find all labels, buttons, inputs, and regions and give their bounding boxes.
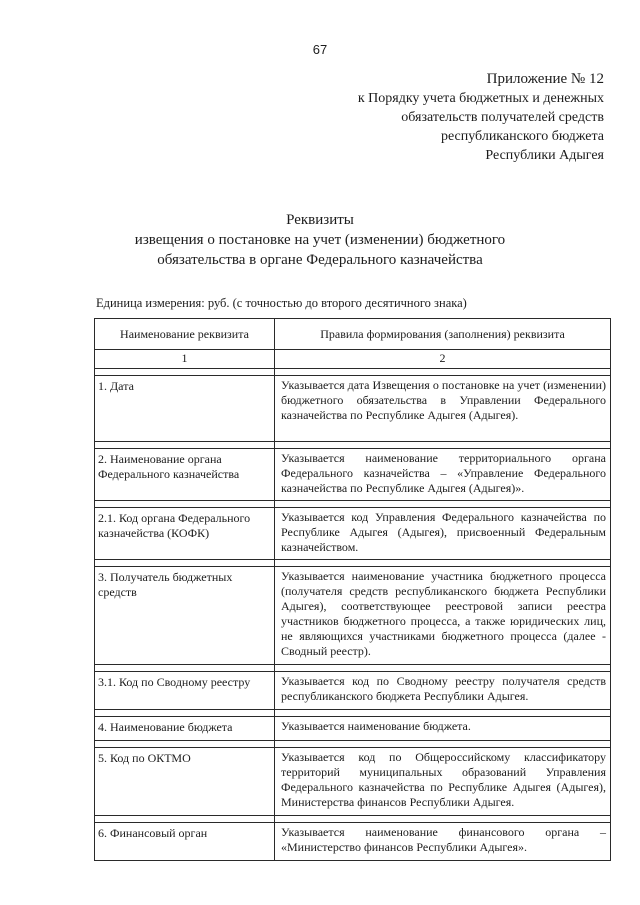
table-header-row: [95, 319, 611, 350]
document-title-line: Реквизиты: [286, 212, 354, 228]
requisite-rule: Указывается наименование участника бюджетного процесса (получателя средств республиканского бюджета Республики Адыгея), соответствующее реестровой записи реестра участников бюджетного процесса, а также юридических лиц, не являющихся участниками бюджетного процесса (далее - Сводный реестр).: [275, 567, 611, 665]
appendix-line: республиканского бюджета: [440, 129, 604, 144]
table-row: [95, 823, 611, 861]
requisite-rule: Указывается дата Извещения о постановке на учет (изменении) бюджетного обязательства в Управлении Федерального казначейства по Республике Адыгея (Адыгея).: [275, 376, 611, 442]
requisite-name: 1. Дата: [95, 376, 275, 442]
table-row: [95, 748, 611, 816]
requisite-name: 3. Получатель бюджетных средств: [95, 567, 275, 665]
requisites-table: [94, 318, 611, 861]
column-number: 1: [95, 350, 275, 369]
table-spacer: [95, 665, 611, 672]
table-spacer: [95, 501, 611, 508]
table-row: [95, 672, 611, 710]
requisite-rule: Указывается код по Сводному реестру получателя средств республиканского бюджета Республики Адыгея.: [275, 672, 611, 710]
table-spacer: [95, 442, 611, 449]
requisite-name: 4. Наименование бюджета: [95, 717, 275, 741]
column-header: Правила формирования (заполнения) реквизита: [275, 319, 611, 350]
requisite-rule: Указывается наименование территориального органа Федерального казначейства – «Управление Федерального казначейства по Республике Адыгея (Адыгея)».: [275, 449, 611, 501]
document-title-line: обязательства в органе Федерального казначейства: [157, 252, 483, 268]
table-spacer: [95, 710, 611, 717]
column-number: 2: [275, 350, 611, 369]
appendix-title: Приложение № 12: [486, 71, 604, 87]
table-spacer: [95, 560, 611, 567]
table-spacer: [95, 741, 611, 748]
requisite-name: 6. Финансовый орган: [95, 823, 275, 861]
table-row: [95, 717, 611, 741]
column-header: Наименование реквизита: [95, 319, 275, 350]
requisite-name: 5. Код по ОКТМО: [95, 748, 275, 816]
document-title: [0, 210, 640, 270]
table-row: [95, 508, 611, 560]
appendix-block: [358, 70, 604, 165]
requisite-rule: Указывается наименование бюджета.: [275, 717, 611, 741]
column-number-row: [95, 350, 611, 369]
table-spacer: [95, 369, 611, 376]
requisite-name: 2. Наименование органа Федерального казначейства: [95, 449, 275, 501]
document-title-line: извещения о постановке на учет (изменении) бюджетного: [134, 232, 506, 248]
appendix-line: к Порядку учета бюджетных и денежных: [357, 91, 604, 106]
appendix-line: Республики Адыгея: [485, 148, 604, 163]
table-row: [95, 376, 611, 442]
table-row: [95, 449, 611, 501]
requisite-name: 3.1. Код по Сводному реестру: [95, 672, 275, 710]
requisite-rule: Указывается наименование финансового органа – «Министерство финансов Республики Адыгея».: [275, 823, 611, 861]
appendix-line: обязательств получателей средств: [401, 110, 604, 125]
unit-of-measure: Единица измерения: руб. (с точностью до второго десятичного знака): [96, 296, 467, 310]
table-row: [95, 567, 611, 665]
table-spacer: [95, 816, 611, 823]
requisite-name: 2.1. Код органа Федерального казначейства (КОФК): [95, 508, 275, 560]
requisite-rule: Указывается код Управления Федерального казначейства по Республике Адыгея (Адыгея), присвоенный Федеральным казначейством.: [275, 508, 611, 560]
page-number: 67: [312, 42, 328, 57]
requisite-rule: Указывается код по Общероссийскому классификатору территорий муниципальных образований Управления Федерального казначейства по Республике Адыгея (Адыгея), Министерства финансов Республики Адыгея.: [275, 748, 611, 816]
